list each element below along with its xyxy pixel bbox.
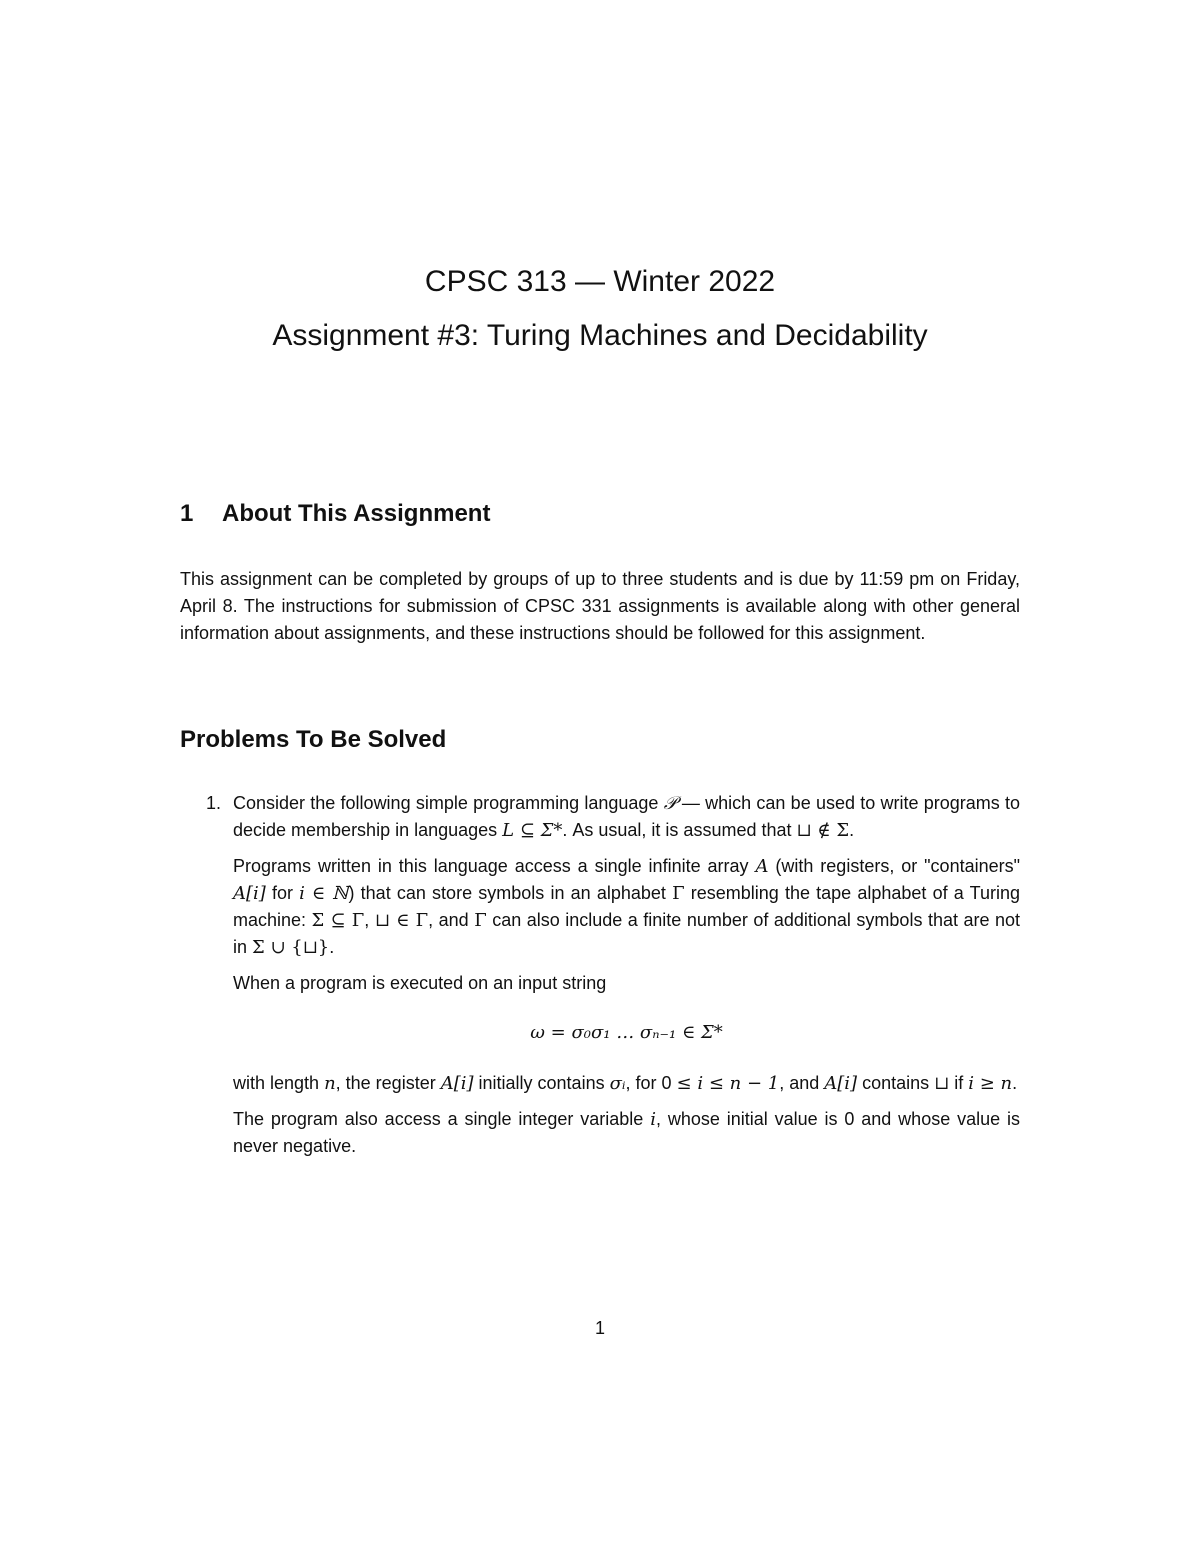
math-index-range: ≤ i ≤ n − 1 bbox=[676, 1073, 780, 1094]
math-sigma-subset-gamma: Σ ⊆ Γ bbox=[311, 910, 365, 931]
input-string-equation: ω = σ₀σ₁ … σₙ₋₁ ∈ Σ* bbox=[530, 1022, 723, 1043]
course-title: CPSC 313 — Winter 2022 bbox=[424, 265, 776, 298]
text-run: — which can be used to write programs to decide membership in languages bbox=[233, 793, 1021, 840]
math-register: A[i] bbox=[824, 1073, 858, 1094]
text-run: , for 0 bbox=[625, 1073, 677, 1093]
text-run: . As usual, it is assumed that bbox=[562, 820, 797, 840]
math-blank: ⊔ bbox=[934, 1073, 950, 1094]
problem-1-paragraph-4 bbox=[233, 1070, 1020, 1097]
text-run: , and bbox=[428, 910, 475, 930]
text-run: initially contains bbox=[473, 1073, 610, 1093]
math-sigma-i: σᵢ bbox=[609, 1073, 626, 1094]
text-run: , whose initial value is 0 and whose value is never negative. bbox=[233, 1109, 1020, 1156]
text-run: , and bbox=[779, 1073, 825, 1093]
text-run: The program also access a single integer variable bbox=[233, 1109, 651, 1129]
text-run: . bbox=[329, 937, 335, 957]
math-i: i bbox=[650, 1109, 656, 1130]
text-run: resembling the tape alphabet of a Turing machine: bbox=[233, 883, 1020, 930]
problem-1 bbox=[180, 790, 1020, 1169]
math-sigma-union-blank: Σ ∪ {⊔} bbox=[252, 937, 330, 958]
math-gamma: Γ bbox=[672, 883, 685, 904]
intro-paragraph: This assignment can be completed by groups of up to three students and is due by 11:59 pm on Friday, April 8. The instructions for submission of CPSC 331 assignments is available along with other general information about assignments, and these instructions should be followed for this assignment. bbox=[180, 569, 1020, 643]
text-run: ) that can store symbols in an alphabet bbox=[348, 883, 673, 903]
section-heading-about bbox=[180, 500, 490, 529]
text-run: . bbox=[849, 820, 855, 840]
problem-1-paragraph-3: When a program is executed on an input string bbox=[233, 973, 607, 993]
text-run: . bbox=[1012, 1073, 1018, 1093]
math-language-subset: L ⊆ Σ* bbox=[502, 820, 563, 841]
text-run: , bbox=[364, 910, 375, 930]
text-run: if bbox=[949, 1073, 969, 1093]
math-index-natural: i ∈ ℕ bbox=[299, 883, 349, 904]
page-number: 1 bbox=[594, 1318, 605, 1338]
math-language-p: 𝒫 bbox=[663, 793, 677, 814]
math-i-geq-n: i ≥ n bbox=[968, 1073, 1013, 1094]
assignment-title: Assignment #3: Turing Machines and Decidability bbox=[272, 319, 928, 352]
math-n: n bbox=[324, 1073, 336, 1094]
problem-1-paragraph-2 bbox=[233, 853, 1020, 961]
text-run: for bbox=[265, 883, 300, 903]
text-run: Programs written in this language access a single infinite array bbox=[233, 856, 756, 876]
math-register: A[i] bbox=[233, 883, 266, 904]
text-run: , the register bbox=[335, 1073, 441, 1093]
section-heading-problems: Problems To Be Solved bbox=[180, 726, 447, 753]
problem-marker: 1. bbox=[206, 793, 222, 813]
math-register: A[i] bbox=[440, 1073, 474, 1094]
problem-1-paragraph-5 bbox=[233, 1106, 1020, 1160]
section-number: 1 bbox=[180, 500, 194, 527]
math-blank-in-gamma: ⊔ ∈ Γ bbox=[374, 910, 429, 931]
problem-1-paragraph-1 bbox=[233, 790, 1020, 844]
math-array-a: A bbox=[755, 856, 769, 877]
text-run: (with registers, or "containers" bbox=[768, 856, 1020, 876]
text-run: Consider the following simple programming language bbox=[233, 793, 664, 813]
text-run: contains bbox=[857, 1073, 935, 1093]
text-run: can also include a finite number of additional symbols that are not in bbox=[233, 910, 1021, 957]
section-title: About This Assignment bbox=[222, 500, 491, 527]
text-run: with length bbox=[233, 1073, 325, 1093]
math-blank-not-in-sigma: ⊔ ∉ Σ bbox=[796, 820, 850, 841]
math-gamma: Γ bbox=[474, 910, 487, 931]
